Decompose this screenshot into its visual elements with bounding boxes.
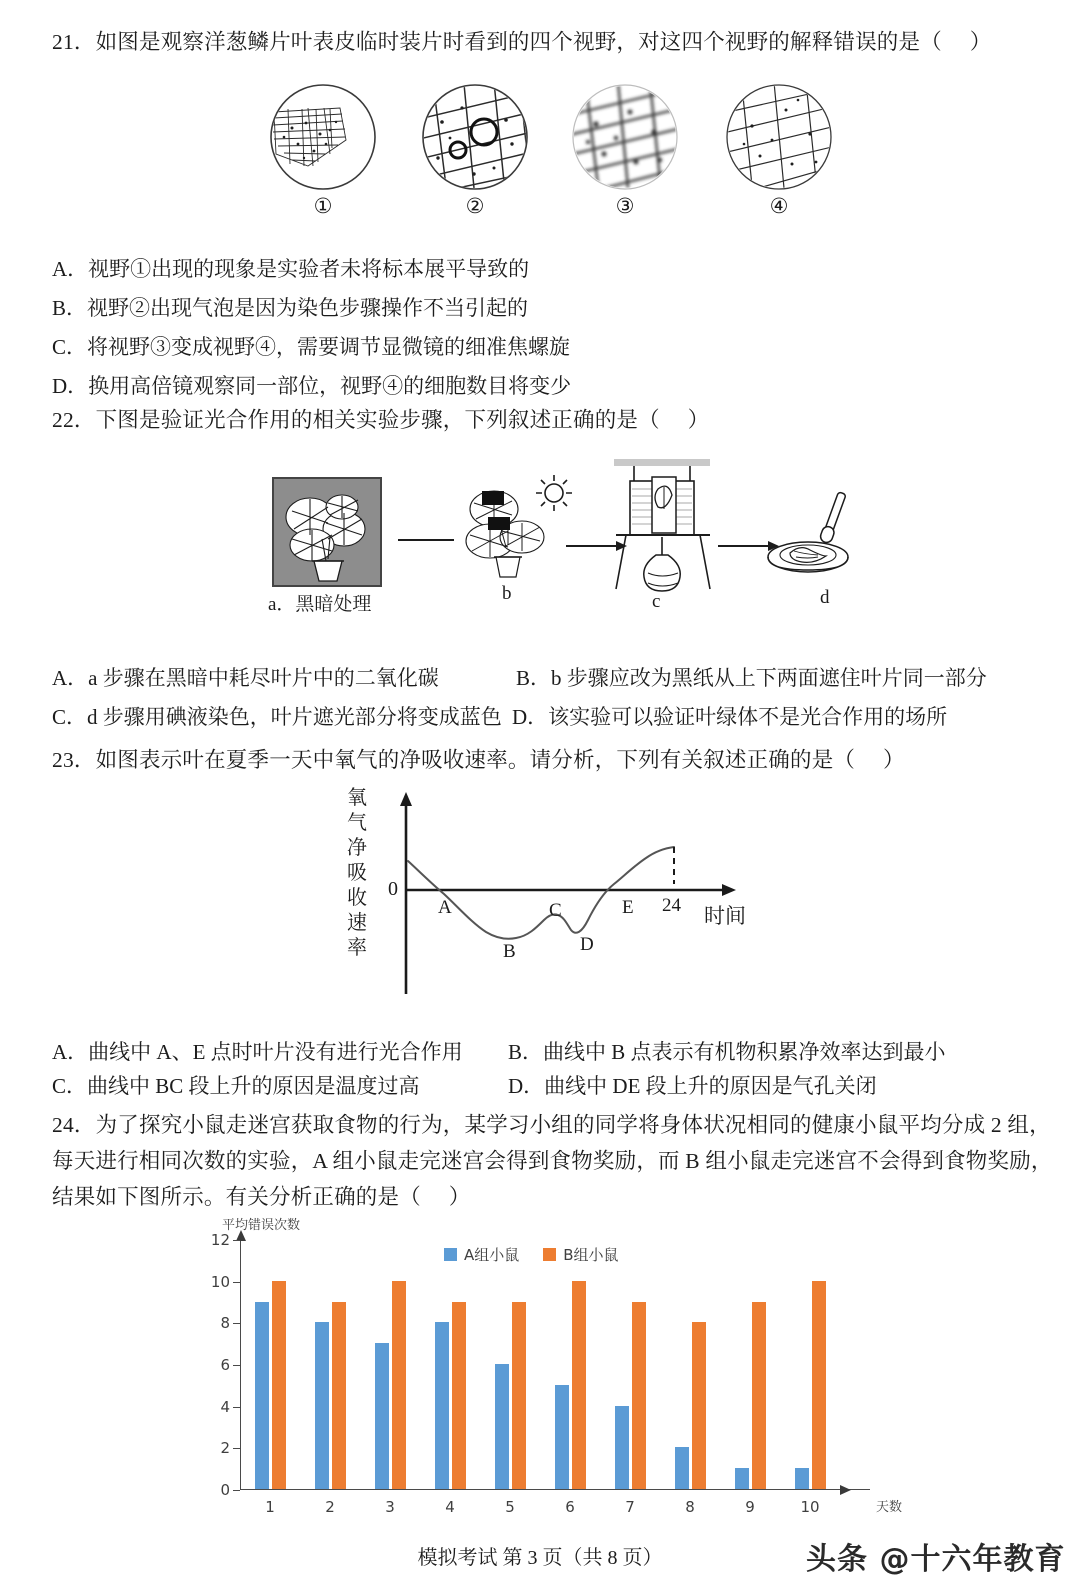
chart-y-axis-title: 平均错误次数	[222, 1218, 301, 1233]
q23-oxygen-curve-graph	[340, 780, 760, 1010]
step-b-caption: b	[502, 583, 512, 604]
q23-option-c: C．曲线中 BC 段上升的原因是温度过高	[52, 1074, 420, 1098]
step-d-iodine-staining	[760, 487, 870, 608]
question-24-stem-line-2: 每天进行相同次数的实验，A 组小鼠走完迷宫会得到食物奖励，而 B 组小鼠走完迷宫不会得到食物奖励，	[52, 1149, 1053, 1173]
graph23-y-axis-label: 氧气净吸收速率	[347, 787, 367, 959]
chart-y-tick	[233, 1365, 240, 1366]
chart-x-tick-label: 2	[325, 1498, 335, 1516]
graph23-point-d: D	[580, 934, 594, 955]
chart-y-tick	[233, 1407, 240, 1408]
microscope-field-4-label: ④	[769, 194, 789, 218]
graph23-tick-24: 24	[662, 895, 681, 916]
chart-y-tick-label: 12	[210, 1231, 230, 1249]
chart-bar	[375, 1343, 389, 1489]
chart-x-tick-label: 7	[625, 1498, 635, 1516]
chart-bar	[392, 1281, 406, 1489]
q22-option-a: A．a 步骤在黑暗中耗尽叶片中的二氧化碳	[52, 666, 439, 690]
q23-option-d: D．曲线中 DE 段上升的原因是气孔关闭	[508, 1074, 877, 1098]
chart-x-tick-label: 3	[385, 1498, 395, 1516]
q22-option-b: B．b 步骤应改为黑纸从上下两面遮住叶片同一部分	[516, 666, 987, 690]
chart-y-tick-label: 0	[220, 1481, 230, 1499]
chart-x-tick-label: 5	[505, 1498, 515, 1516]
chart-x-tick-label: 4	[445, 1498, 455, 1516]
step-d-caption: d	[820, 587, 830, 608]
chart-y-tick-label: 10	[210, 1272, 230, 1291]
chart-bar	[615, 1406, 629, 1489]
step-a-caption: a．黑暗处理	[268, 594, 372, 615]
q22-option-c: C．d 步骤用碘液染色，叶片遮光部分将变成蓝色	[52, 705, 502, 729]
question-21-stem: 21．如图是观察洋葱鳞片叶表皮临时装片时看到的四个视野，对这四个视野的解释错误的是（ ）	[52, 30, 992, 54]
step-c-caption: c	[652, 591, 661, 612]
q23-option-b: B．曲线中 B 点表示有机物积累净效率达到最小	[508, 1040, 946, 1064]
microscope-field-2	[420, 82, 530, 218]
chart-y-tick	[233, 1240, 240, 1241]
microscope-field-2-label: ②	[465, 194, 485, 218]
chart-bar	[572, 1281, 586, 1489]
chart-plot-area	[210, 1231, 903, 1516]
step-c-water-bath	[608, 455, 718, 612]
question-23-stem: 23．如图表示叶在夏季一天中氧气的净吸收速率。请分析，下列有关叙述正确的是（ ）	[52, 748, 905, 772]
chart-x-axis-arrow-icon	[840, 1485, 851, 1495]
microscope-field-3	[570, 82, 680, 218]
chart-bar	[272, 1281, 286, 1489]
chart-y-tick	[233, 1490, 240, 1491]
chart-bar	[795, 1468, 809, 1489]
chart-y-tick-label: 8	[220, 1314, 230, 1333]
microscope-field-1-label: ①	[313, 194, 333, 218]
chart-x-tick-label: 9	[745, 1498, 755, 1516]
chart-bar	[435, 1322, 449, 1489]
chart-x-tick-label: 8	[685, 1498, 695, 1516]
step-a-dark-treatment	[268, 477, 382, 615]
q21-figure-group	[0, 82, 1080, 232]
graph23-x-axis-label: 时间	[704, 904, 746, 928]
microscope-field-4	[724, 82, 834, 218]
q23-option-a: A．曲线中 A、E 点时叶片没有进行光合作用	[52, 1040, 463, 1064]
chart-x-axis	[240, 1489, 870, 1490]
q22-figure-group	[0, 455, 1080, 625]
chart-bar	[555, 1385, 569, 1489]
chart-y-tick-label: 2	[220, 1439, 230, 1458]
page-footer: 模拟考试 第 3 页（共 8 页）	[417, 1547, 663, 1569]
microscope-field-3-label: ③	[615, 194, 635, 218]
watermark: 头条 @十六年教育	[806, 1542, 1066, 1577]
legend-label-b: B组小鼠	[563, 1246, 619, 1264]
step-connector-1	[398, 539, 454, 541]
q21-option-d: D．换用高倍镜观察同一部位，视野④的细胞数目将变少	[52, 374, 572, 398]
chart-bar	[452, 1302, 466, 1490]
chart-bar	[332, 1302, 346, 1490]
graph23-point-a: A	[438, 897, 452, 918]
legend-label-a: A组小鼠	[464, 1246, 520, 1264]
chart-bar	[512, 1302, 526, 1490]
q21-option-b: B．视野②出现气泡是因为染色步骤操作不当引起的	[52, 296, 529, 320]
step-b-illumination	[450, 469, 580, 604]
question-22-stem: 22．下图是验证光合作用的相关实验步骤，下列叙述正确的是（ ）	[52, 408, 710, 432]
chart-x-tick-label: 1	[265, 1498, 275, 1516]
chart-y-tick	[233, 1323, 240, 1324]
microscope-field-1	[268, 82, 378, 218]
chart-y-tick	[233, 1282, 240, 1283]
chart-bar	[752, 1302, 766, 1490]
chart-bar	[735, 1468, 749, 1489]
chart-x-tick-label: 6	[565, 1498, 575, 1516]
q21-option-c: C．将视野③变成视野④，需要调节显微镜的细准焦螺旋	[52, 335, 571, 359]
chart-y-tick-label: 6	[220, 1356, 230, 1374]
chart-y-tick-label: 4	[220, 1397, 230, 1416]
q22-option-d: D．该实验可以验证叶绿体不是光合作用的场所	[512, 705, 948, 729]
chart-bar	[495, 1364, 509, 1489]
chart-bar	[692, 1322, 706, 1489]
question-24-stem-line-3: 结果如下图所示。有关分析正确的是（ ）	[52, 1185, 471, 1209]
question-24-stem-line-1: 24．为了探究小鼠走迷宫获取食物的行为，某学习小组的同学将身体状况相同的健康小鼠平均分成 2 组，	[52, 1113, 1051, 1137]
chart-y-tick	[233, 1448, 240, 1449]
graph23-point-c: C	[549, 900, 562, 921]
chart-bar	[632, 1302, 646, 1490]
chart-x-tick-label: 10	[800, 1498, 820, 1516]
graph23-point-b: B	[503, 941, 516, 962]
chart-bar	[315, 1322, 329, 1489]
chart-y-axis	[240, 1240, 241, 1490]
q21-option-a: A．视野①出现的现象是实验者未将标本展平导致的	[52, 257, 530, 281]
chart-x-axis-title: 天数	[876, 1500, 903, 1515]
chart-bar	[255, 1302, 269, 1490]
q24-bar-chart	[196, 1214, 903, 1534]
graph23-point-e: E	[622, 897, 634, 918]
chart-bar	[675, 1447, 689, 1489]
graph23-origin-label: 0	[388, 878, 398, 900]
chart-bar	[812, 1281, 826, 1489]
